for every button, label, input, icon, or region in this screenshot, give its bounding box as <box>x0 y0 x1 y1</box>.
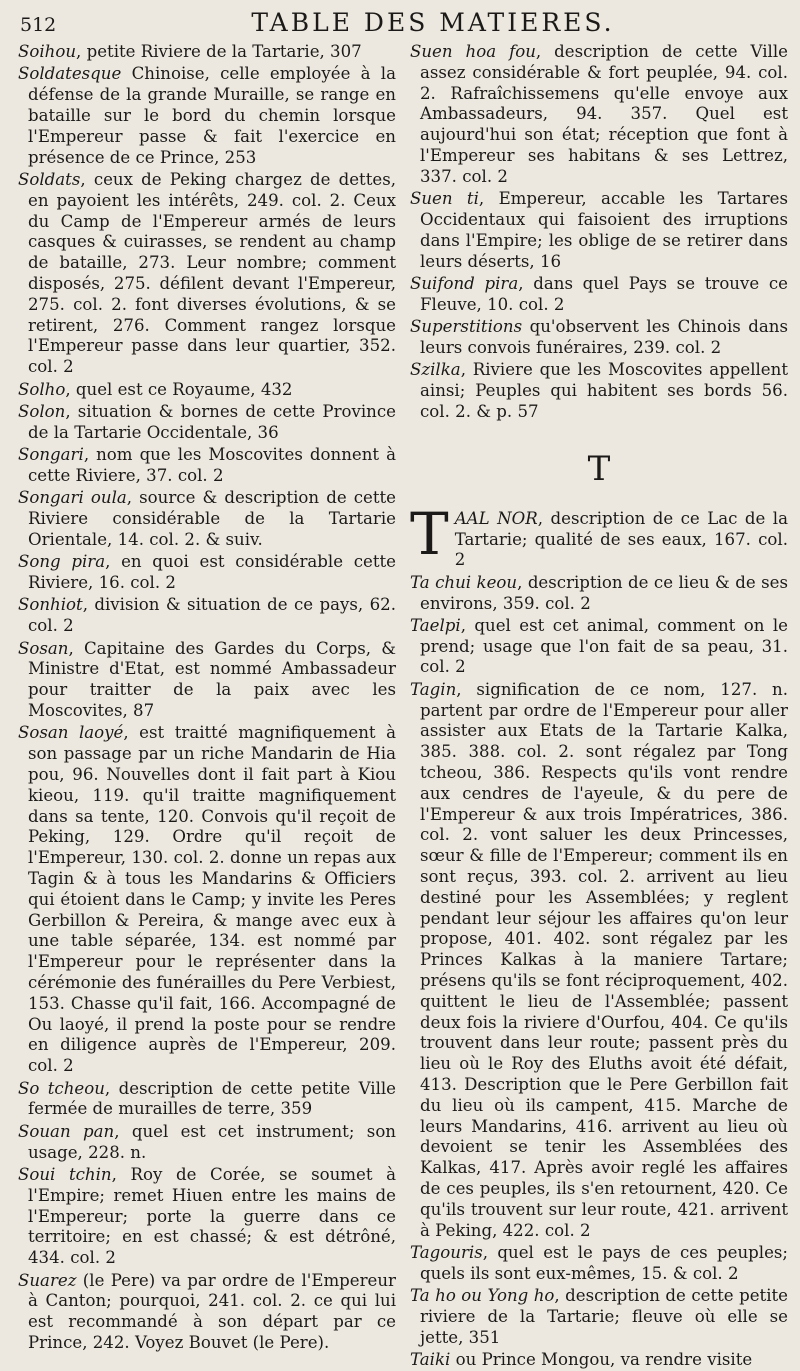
index-entry <box>410 616 788 678</box>
index-entry <box>18 639 396 722</box>
entry-text: Chinoise, celle employée à la défense de la grande Muraille, se range en bataille sur le bord du chemin lorsque l'Empereur passe & fait l'exercice en présence de ce Prince, 253 <box>28 64 396 167</box>
entry-term: Songari oula <box>18 488 127 508</box>
index-entry <box>18 445 396 487</box>
index-entry <box>410 1350 788 1371</box>
index-entry <box>18 488 396 550</box>
index-entry <box>18 1079 396 1121</box>
entry-text: , description de cette petite Ville fermée de murailles de terre, 359 <box>28 1078 396 1119</box>
entry-term: Sosan <box>18 638 69 658</box>
entry-term: Ta ho ou Yong ho <box>410 1286 555 1306</box>
entry-text: ou Prince Mongou, va rendre visite <box>450 1350 753 1370</box>
index-columns <box>18 42 789 1370</box>
entry-term: Soldatesque <box>18 64 122 84</box>
entry-term: Soui tchin <box>18 1164 112 1184</box>
index-entry <box>410 274 788 316</box>
entry-text: , source & description de cette Riviere considérable de la Tartarie Orientale, 14. col. 2. & suiv. <box>28 488 397 549</box>
entry-term: Tagin <box>410 679 457 699</box>
entry-term: Ta chui keou <box>410 572 518 592</box>
entry-text: , nom que les Moscovites donnent à cette Riviere, 37. col. 2 <box>28 445 396 485</box>
index-entry <box>410 42 788 188</box>
entry-text: , petite Riviere de la Tartarie, 307 <box>76 42 362 61</box>
entry-term: Tagouris <box>410 1242 483 1262</box>
entry-term: Soldats <box>18 169 81 189</box>
entry-term: Souan pan <box>18 1121 115 1141</box>
entry-text: , est traitté magnifiquement à son passage par un riche Mandarin de Hia pou, 96. Nouvelles dont il fait part à Kiou kieou, 119. qu'il traitte magnifiquement dans sa tente, 120. Convois qu'il reçoit de Peking, 129. Ordre qu'il reçoit de l'Empereur, 130. col. 2. donne un repas aux Tagin & à tous les Mandarins & Officiers qui étoient dans le Camp; y invite les Peres Gerbillon & Pereira, & mange avec eux à une table séparée, 134. est nommé par l'Empereur pour le représenter dans la cérémonie des funérailles du Pere Verbiest, 153. Chasse qu'il fait, 166. Accompagné de Ou laoyé, il prend la poste pour se rendre en diligence auprès de l'Empereur, 209. col. 2 <box>28 723 396 1076</box>
entry-text: , quel est le pays de ces peuples; quels ils sont eux-mêmes, 15. & col. 2 <box>420 1242 788 1283</box>
entry-term: Suen hoa fou <box>410 42 536 61</box>
index-entry <box>410 189 788 272</box>
right-column <box>410 42 789 1370</box>
index-entry <box>18 170 396 378</box>
entry-text: , situation & bornes de cette Province de la Tartarie Occidentale, 36 <box>28 401 396 442</box>
entry-text: , quel est cet instrument; son usage, 228. n. <box>28 1121 396 1162</box>
index-entry <box>410 360 788 422</box>
entry-text: , en quoi est considérable cette Riviere, 16. col. 2 <box>28 552 396 593</box>
entry-text: , quel est cet animal, comment on le prend; usage que l'on fait de sa peau, 31. col. 2 <box>420 615 788 677</box>
index-entry <box>18 402 396 444</box>
entry-term: Taiki <box>410 1350 451 1370</box>
entry-text: , quel est ce Royaume, 432 <box>65 379 293 399</box>
entry-text: , dans quel Pays se trouve ce Fleuve, 10. col. 2 <box>420 273 788 314</box>
entry-term: Sonhiot <box>18 595 83 615</box>
index-entry <box>18 723 396 1077</box>
entry-term: Soihou <box>18 42 77 61</box>
index-entry <box>18 380 396 401</box>
entry-text: , Empereur, accable les Tartares Occidentaux qui faisoient des irruptions dans l'Empire; les oblige de se retirer dans leurs déserts, 16 <box>420 189 789 271</box>
index-entry <box>18 1271 396 1354</box>
index-entry <box>18 64 396 168</box>
entry-term: Suifond pira <box>410 273 519 293</box>
index-entry <box>410 1243 788 1285</box>
entry-text: , signification de ce nom, 127. n. partent par ordre de l'Empereur pour aller assister aux Etats de la Tartarie Kalka, 385. 388. col. 2. sont régalez par Tong tcheou, 386. Respects qu'ils vont rendre aux cendres de l'ayeule, & du pere de l'Empereur & aux trois Impératrices, 386. col. 2. vont saluer les deux Princesses, sœur & fille de l'Empereur; comment ils en sont reçus, 393. col. 2. arrivent au lieu destiné pour les Assemblées; y reglent pendant leur séjour les affaires qu'on leur propose, 401. 402. sont régalez par les Princes Kalkas à la maniere Tartare; présens qu'ils se font réciproquement, 402. quittent le lieu de l'Assemblée; passent deux fois la riviere d'Ourfou, 404. Ce qu'ils trouvent dans leur route; passent près du lieu où le Roy des Eluths avoit été défait, 413. Description que le Pere Gerbillon fait du lieu où ils campent, 415. Marche de leurs Mandarins, 416. arrivent au lieu où devoient se tenir les Assemblées des Kalkas, 417. Après avoir reglé les affaires de ces peuples, ils s'en retournent, 420. Ce qu'ils trouvent sur leur route, 421. arrivent à Peking, 422. col. 2 <box>420 679 788 1240</box>
index-entry <box>410 499 788 571</box>
entry-term: So tcheou <box>18 1078 105 1098</box>
entry-term: Szilka <box>410 360 461 380</box>
entry-term: Song pira <box>18 552 106 572</box>
page-header <box>18 4 788 37</box>
index-entry <box>410 680 788 1242</box>
s-entries-continued <box>410 42 788 423</box>
drop-cap-letter: T <box>410 499 449 568</box>
index-entry <box>18 42 396 63</box>
entry-text: , division & situation de ce pays, 62. col. 2 <box>28 595 396 636</box>
entry-text: , Capitaine des Gardes du Corps, & Ministre d'Etat, est nommé Ambassadeur pour traitter de la paix avec les Moscovites, 87 <box>28 638 396 721</box>
index-entry <box>18 595 396 637</box>
t-entries <box>410 499 788 1371</box>
entry-text: , Riviere que les Moscovites appellent ainsi; Peuples qui habitent ses bords 56. col. 2. & p. 57 <box>420 360 788 421</box>
entry-text: , description de cette petite riviere de la Tartarie; fleuve où elle se jette, 351 <box>420 1286 788 1347</box>
index-entry <box>410 1286 788 1348</box>
entry-text: , description de ce Lac de la Tartarie; qualité de ses eaux, 167. col. 2 <box>454 508 788 570</box>
index-entry <box>18 552 396 594</box>
index-entry <box>18 1165 396 1269</box>
index-entry <box>410 317 788 359</box>
entry-text: qu'observent les Chinois dans leurs convois funéraires, 239. col. 2 <box>420 317 788 357</box>
entry-term: Suarez <box>18 1270 77 1290</box>
entry-text: (le Pere) va par ordre de l'Empereur à Canton; pourquoi, 241. col. 2. ce qui lui est recommandé à son départ par ce Prince, 242. Voyez Bouvet (le Pere). <box>28 1270 396 1352</box>
index-entry <box>18 1122 396 1164</box>
running-title: TABLE DES MATIERES. <box>251 8 615 37</box>
entry-text: , description de cette Ville assez considérable & fort peuplée, 94. col. 2. Rafraîchissemens qu'elle envoye aux Ambassadeurs, 94. 357. Quel est aujourd'hui son état; réception que font à l'Empereur ses habitans & ses Lettrez, 337. col. 2 <box>420 42 788 186</box>
index-entry <box>410 573 788 615</box>
entry-term: Solho <box>18 379 66 399</box>
page-number: 512 <box>20 14 57 36</box>
entry-text: , description de ce lieu & de ses environs, 359. col. 2 <box>420 572 788 613</box>
entry-text: , ceux de Peking chargez de dettes, en payoient les intérêts, 249. col. 2. Ceux du Camp de l'Empereur armés de leurs casques & cuirasses, se rendent au champ de bataille, 273. Leur nombre; comment disposés, 275. défilent devant l'Empereur, 275. col. 2. font diverses évolutions, & se retirent, 276. Comment rangez lorsque l'Empereur passe dans leur quartier, 352. col. 2 <box>28 169 396 377</box>
entry-term: Taelpi <box>410 615 461 635</box>
entry-term: AAL NOR <box>454 508 538 528</box>
entry-term: Sosan laoyé <box>18 723 124 743</box>
entry-term: Suen ti <box>410 189 479 209</box>
left-column <box>18 42 397 1352</box>
entry-term: Superstitions <box>410 317 523 337</box>
entry-term: Songari <box>18 445 84 465</box>
entry-text: , Roy de Corée, se soumet à l'Empire; remet Hiuen entre les mains de l'Empereur; porte la guerre dans ce territoire; en est chassé; & est détrôné, 434. col. 2 <box>28 1164 396 1268</box>
entry-term: Solon <box>18 401 66 421</box>
section-letter-heading: T <box>587 448 611 489</box>
